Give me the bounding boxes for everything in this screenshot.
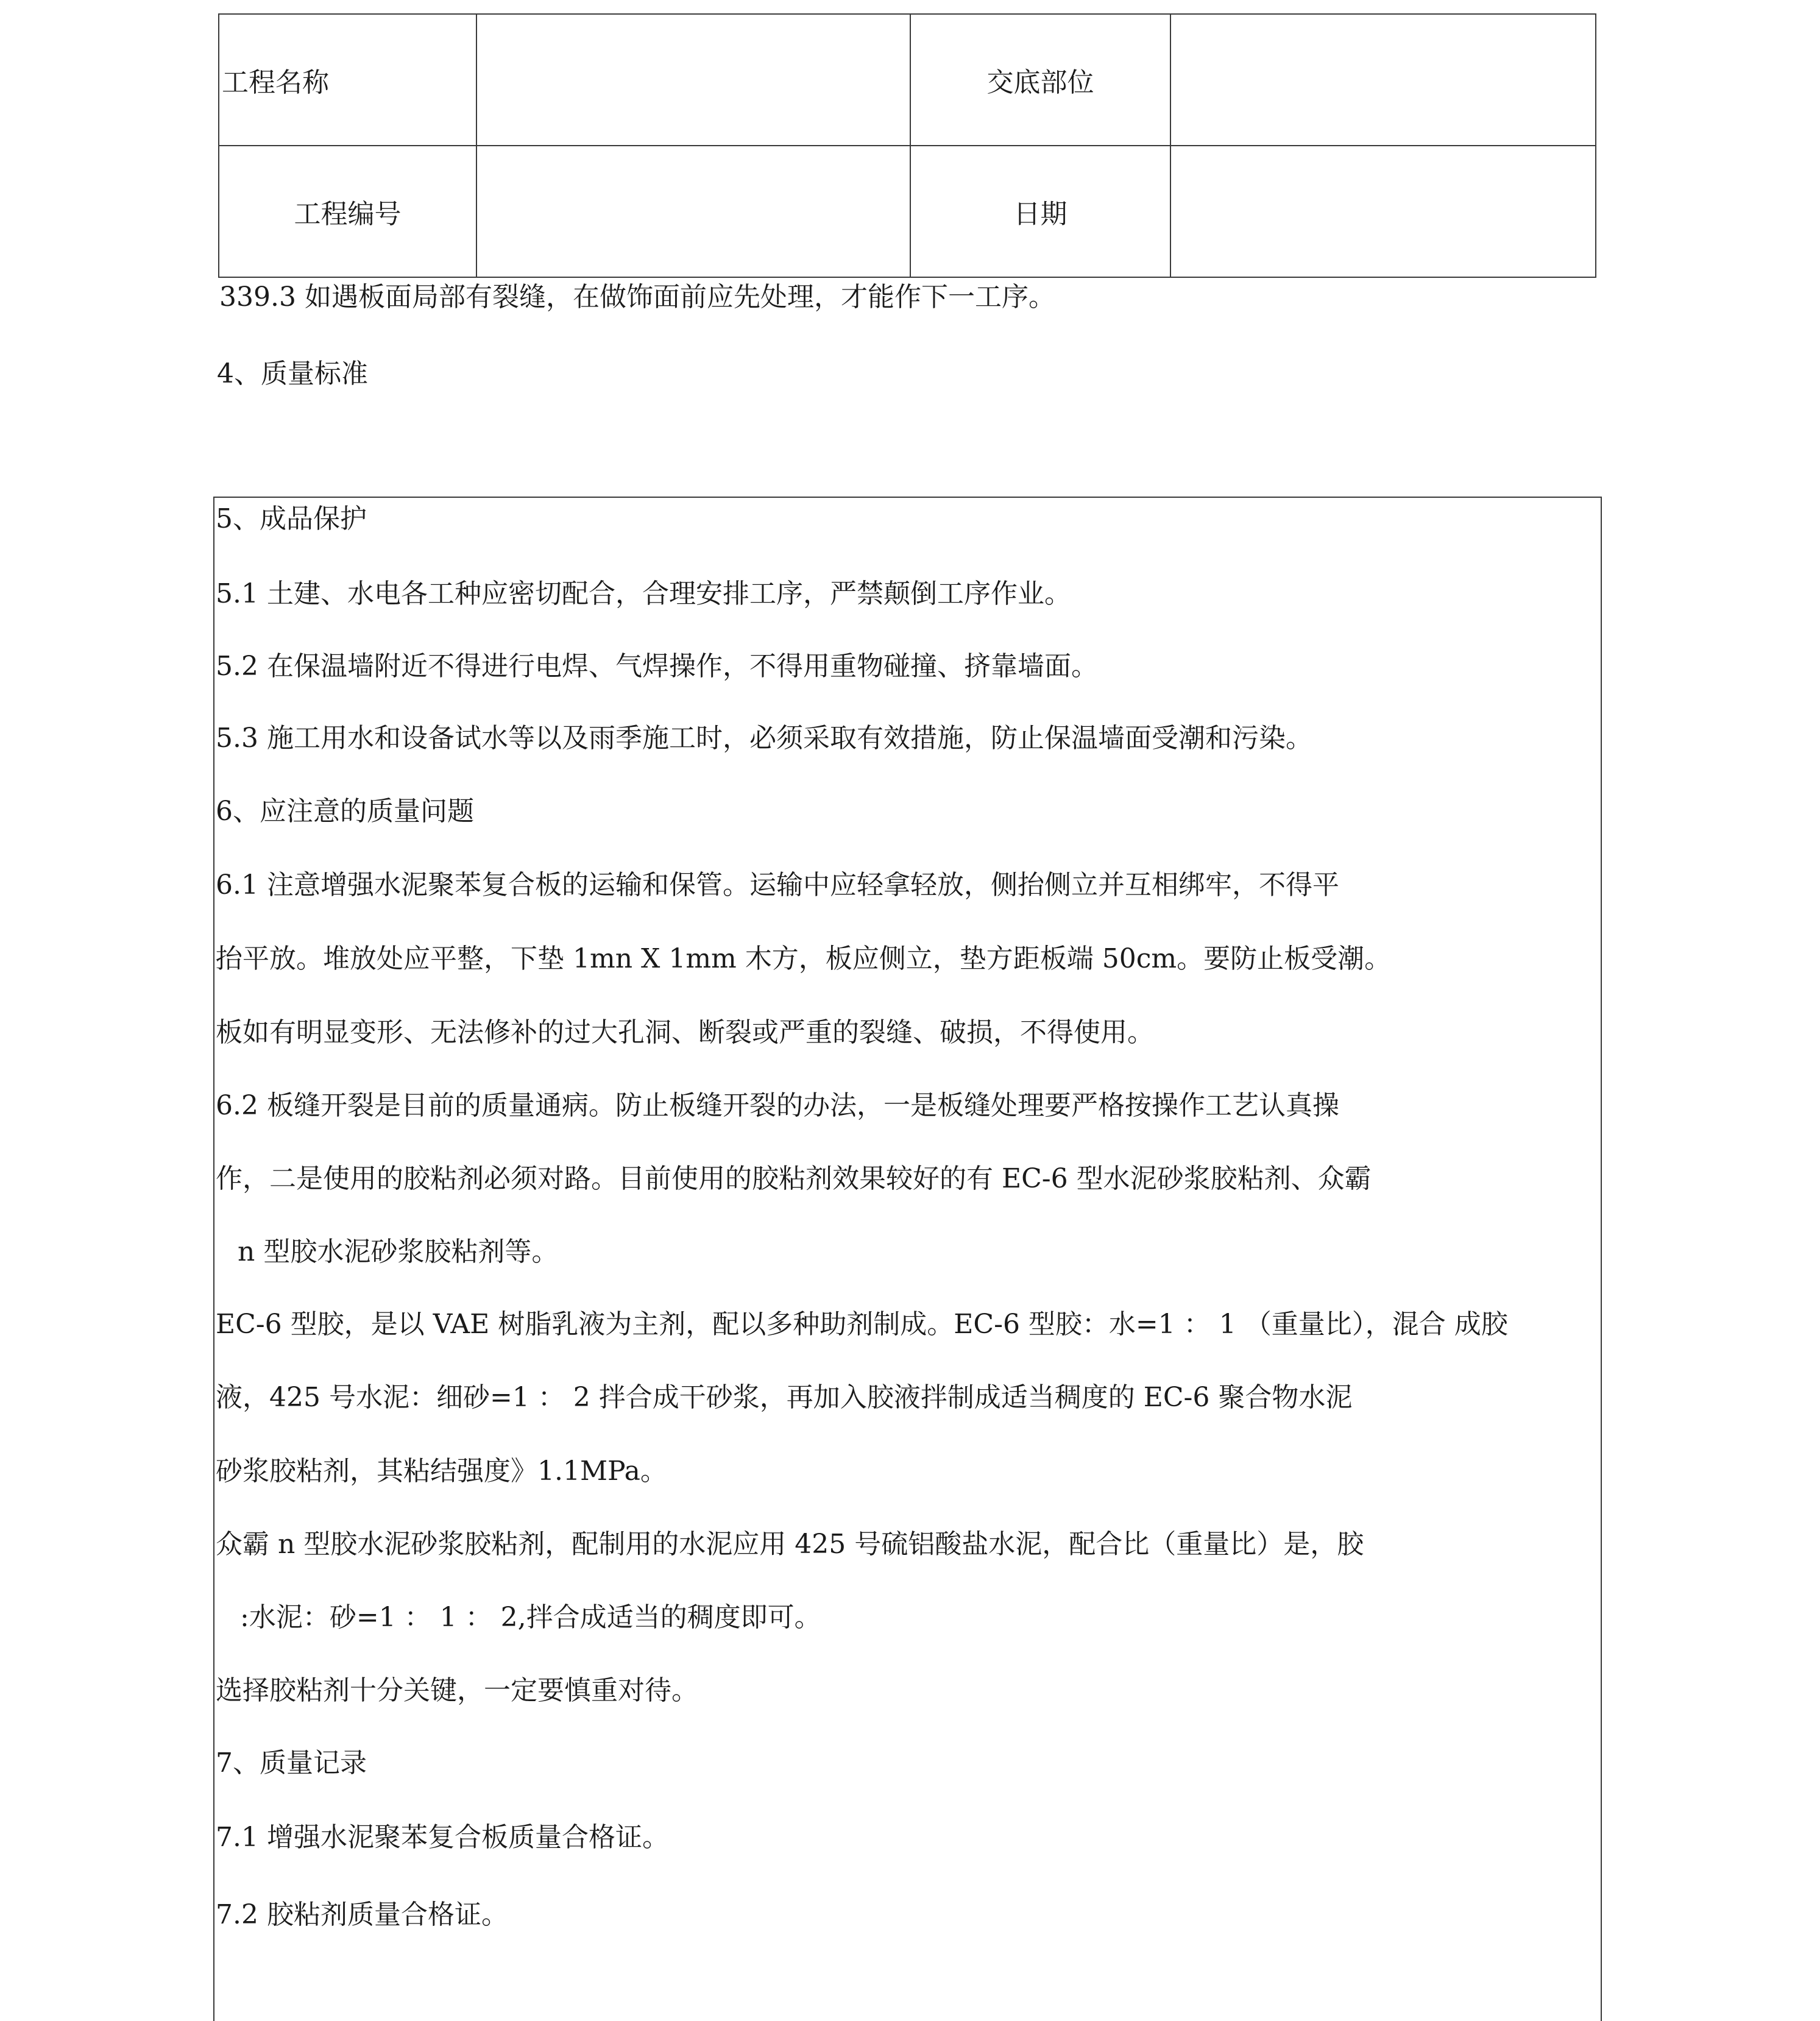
text-line-6-1b: 抬平放。堆放处应平整，下垫 1mn X 1mm 木方，板应侧立，垫方距板端 50cm。要防止板受潮。: [216, 943, 1392, 974]
text-line-6-2b: 作，二是使用的胶粘剂必须对路。目前使用的胶粘剂效果较好的有 EC-6 型水泥砂浆胶粘剂、众霸: [216, 1163, 1372, 1194]
text-line-select: 选择胶粘剂十分关键，一定要慎重对待。: [216, 1675, 698, 1706]
section-heading-product-protection: 5、成品保护: [216, 503, 367, 534]
header-table: [218, 13, 1596, 278]
text-line-7-1: 7.1 增强水泥聚苯复合板质量合格证。: [216, 1822, 669, 1853]
text-line-7-2: 7.2 胶粘剂质量合格证。: [216, 1899, 508, 1930]
project-name-label: 工程名称: [219, 14, 476, 146]
section-heading-quality-records: 7、质量记录: [216, 1747, 367, 1779]
text-line-5-2: 5.2 在保温墙附近不得进行电焊、气焊操作，不得用重物碰撞、挤靠墙面。: [216, 651, 1098, 682]
date-value: [1170, 146, 1596, 277]
text-line-6-2c: n 型胶水泥砂浆胶粘剂等。: [238, 1236, 559, 1267]
text-line-ec6-c: 砂浆胶粘剂，其粘结强度》1.1MPa。: [216, 1456, 667, 1487]
date-label: 日期: [910, 146, 1170, 277]
text-line-zb-a: 众霸 n 型胶水泥砂浆胶粘剂，配制用的水泥应用 425 号硫铝酸盐水泥，配合比（重量比）是，胶: [216, 1529, 1364, 1560]
text-line-6-1c: 板如有明显变形、无法修补的过大孔洞、断裂或严重的裂缝、破损，不得使用。: [216, 1017, 1154, 1048]
text-line-1: 339.3 如遇板面局部有裂缝，在做饰面前应先处理，才能作下一工序。: [219, 281, 1055, 313]
header-row-1: [219, 14, 1596, 146]
text-line-ec6-b: 液，425 号水泥：细砂=1 ： 2 拌合成干砂浆，再加入胶液拌制成适当稠度的 EC-6 聚合物水泥: [216, 1382, 1353, 1413]
text-line-5-3: 5.3 施工用水和设备试水等以及雨季施工时，必须采取有效措施，防止保温墙面受潮和污染。: [216, 723, 1312, 754]
text-line-zb-b: :水泥：砂=1 ： 1 ： 2,拌合成适当的稠度即可。: [240, 1602, 821, 1633]
handover-location-value: [1170, 14, 1596, 146]
handover-location-label: 交底部位: [910, 14, 1170, 146]
text-line-5-1: 5.1 土建、水电各工种应密切配合，合理安排工序，严禁颠倒工序作业。: [216, 578, 1071, 609]
text-line-6-1a: 6.1 注意增强水泥聚苯复合板的运输和保管。运输中应轻拿轻放，侧抬侧立并互相绑牢，不得平: [216, 869, 1339, 901]
project-name-value: [476, 14, 910, 146]
text-line-6-2a: 6.2 板缝开裂是目前的质量通病。防止板缝开裂的办法，一是板缝处理要严格按操作工艺认真操: [216, 1090, 1339, 1121]
section-heading-quality-issues: 6、应注意的质量问题: [216, 796, 474, 827]
project-number-value: [476, 146, 910, 277]
section-heading-quality-standard: 4、质量标准: [217, 358, 368, 389]
header-row-2: [219, 146, 1596, 277]
project-number-label: 工程编号: [219, 146, 476, 277]
text-line-ec6-a: EC-6 型胶，是以 VAE 树脂乳液为主剂，配以多种助剂制成。EC-6 型胶：水=1 ： 1 （重量比），混合 成胶: [216, 1309, 1508, 1340]
